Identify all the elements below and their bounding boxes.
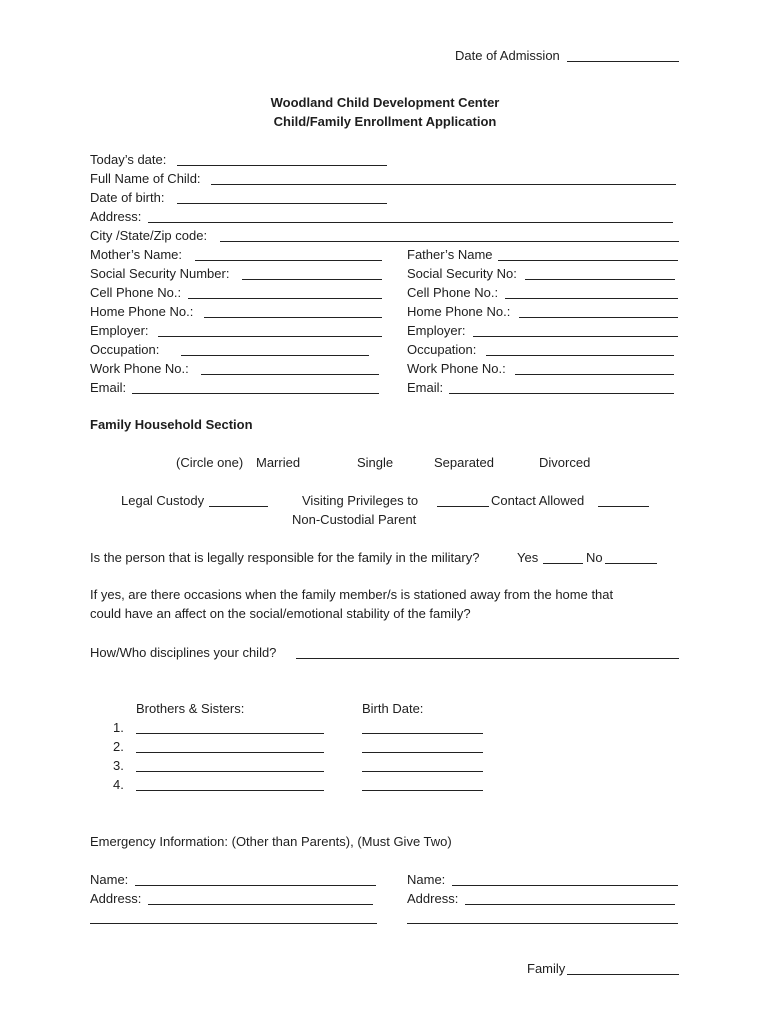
status-single[interactable]: Single — [357, 455, 394, 470]
visiting-privileges-field[interactable] — [437, 506, 489, 507]
emergency-heading: Emergency Information: (Other than Parents), (Must Give Two) — [90, 834, 452, 849]
father-work-label: Work Phone No.: — [407, 361, 506, 376]
military-followup-line2: could have an affect on the social/emotional stability of the family? — [90, 606, 471, 621]
mother-cell-label: Cell Phone No.: — [90, 285, 182, 300]
admission-label: Date of Admission — [455, 48, 560, 63]
sibling-name-field-2[interactable] — [136, 752, 324, 753]
emergency-address-field-1[interactable] — [148, 904, 373, 905]
mother-name-field[interactable] — [195, 260, 382, 261]
city-state-zip-label: City /State/Zip code: — [90, 228, 208, 243]
father-email-label: Email: — [407, 380, 444, 395]
father-ssn-field[interactable] — [525, 279, 675, 280]
father-work-field[interactable] — [515, 374, 674, 375]
father-email-field[interactable] — [449, 393, 674, 394]
mother-employer-field[interactable] — [158, 336, 382, 337]
military-no-field[interactable] — [605, 563, 657, 564]
city-state-zip-field[interactable] — [220, 241, 679, 242]
emergency-address-label-2: Address: — [407, 891, 459, 906]
sibling-name-field-1[interactable] — [136, 733, 324, 734]
siblings-header: Brothers & Sisters: — [136, 701, 245, 716]
sibling-birth-field-4[interactable] — [362, 790, 483, 791]
family-field[interactable] — [567, 974, 679, 975]
child-name-field[interactable] — [211, 184, 676, 185]
legal-custody-label: Legal Custody — [121, 493, 205, 508]
non-custodial-label: Non-Custodial Parent — [292, 512, 417, 527]
father-name-field[interactable] — [498, 260, 678, 261]
mother-email-field[interactable] — [132, 393, 379, 394]
sibling-birth-field-2[interactable] — [362, 752, 483, 753]
mother-home-field[interactable] — [204, 317, 382, 318]
mother-occupation-field[interactable] — [181, 355, 369, 356]
dob-field[interactable] — [177, 203, 387, 204]
mother-occupation-label: Occupation: — [90, 342, 160, 357]
sibling-number-1: 1. — [113, 720, 124, 735]
sibling-number-3: 3. — [113, 758, 124, 773]
mother-home-label: Home Phone No.: — [90, 304, 194, 319]
emergency-address-line2-1[interactable] — [90, 923, 377, 924]
child-name-label: Full Name of Child: — [90, 171, 201, 186]
father-name-label: Father’s Name — [407, 247, 493, 262]
mother-employer-label: Employer: — [90, 323, 149, 338]
father-occupation-label: Occupation: — [407, 342, 477, 357]
mother-cell-field[interactable] — [188, 298, 382, 299]
father-home-field[interactable] — [519, 317, 678, 318]
discipline-question: How/Who disciplines your child? — [90, 645, 277, 660]
status-married[interactable]: Married — [256, 455, 301, 470]
mother-email-label: Email: — [90, 380, 127, 395]
father-employer-field[interactable] — [473, 336, 678, 337]
father-cell-field[interactable] — [505, 298, 678, 299]
mother-ssn-field[interactable] — [242, 279, 382, 280]
address-field[interactable] — [148, 222, 673, 223]
emergency-name-field-2[interactable] — [452, 885, 678, 886]
sibling-name-field-4[interactable] — [136, 790, 324, 791]
dob-label: Date of birth: — [90, 190, 165, 205]
mother-name-label: Mother’s Name: — [90, 247, 182, 262]
sibling-birth-field-3[interactable] — [362, 771, 483, 772]
emergency-name-field-1[interactable] — [135, 885, 376, 886]
father-occupation-field[interactable] — [486, 355, 674, 356]
military-no-label: No — [586, 550, 603, 565]
status-divorced[interactable]: Divorced — [539, 455, 591, 470]
sibling-name-field-3[interactable] — [136, 771, 324, 772]
military-followup-line1: If yes, are there occasions when the family member/s is stationed away from the home that — [90, 587, 614, 602]
emergency-address-line2-2[interactable] — [407, 923, 678, 924]
page-title: Woodland Child Development Center — [270, 95, 500, 110]
contact-allowed-field[interactable] — [598, 506, 649, 507]
emergency-name-label-2: Name: — [407, 872, 446, 887]
father-home-label: Home Phone No.: — [407, 304, 511, 319]
circle-one-label: (Circle one) — [176, 455, 244, 470]
mother-ssn-label: Social Security Number: — [90, 266, 230, 281]
military-question: Is the person that is legally responsible for the family in the military? — [90, 550, 480, 565]
military-yes-label: Yes — [517, 550, 539, 565]
admission-date-line[interactable] — [567, 61, 679, 62]
legal-custody-field[interactable] — [209, 506, 268, 507]
mother-work-label: Work Phone No.: — [90, 361, 189, 376]
father-ssn-label: Social Security No: — [407, 266, 517, 281]
family-label: Family — [527, 961, 566, 976]
emergency-address-label-1: Address: — [90, 891, 142, 906]
todays-date-label: Today’s date: — [90, 152, 167, 167]
father-employer-label: Employer: — [407, 323, 466, 338]
sibling-number-2: 2. — [113, 739, 124, 754]
household-heading: Family Household Section — [90, 417, 253, 432]
address-label: Address: — [90, 209, 142, 224]
contact-allowed-label: Contact Allowed — [491, 493, 585, 508]
military-yes-field[interactable] — [543, 563, 583, 564]
page-subtitle: Child/Family Enrollment Application — [273, 114, 497, 129]
sibling-birth-field-1[interactable] — [362, 733, 483, 734]
status-separated[interactable]: Separated — [434, 455, 494, 470]
todays-date-field[interactable] — [177, 165, 387, 166]
emergency-name-label-1: Name: — [90, 872, 129, 887]
birth-date-header: Birth Date: — [362, 701, 424, 716]
emergency-address-field-2[interactable] — [465, 904, 675, 905]
sibling-number-4: 4. — [113, 777, 124, 792]
discipline-field[interactable] — [296, 658, 679, 659]
visiting-privileges-label: Visiting Privileges to — [302, 493, 419, 508]
mother-work-field[interactable] — [201, 374, 379, 375]
father-cell-label: Cell Phone No.: — [407, 285, 499, 300]
